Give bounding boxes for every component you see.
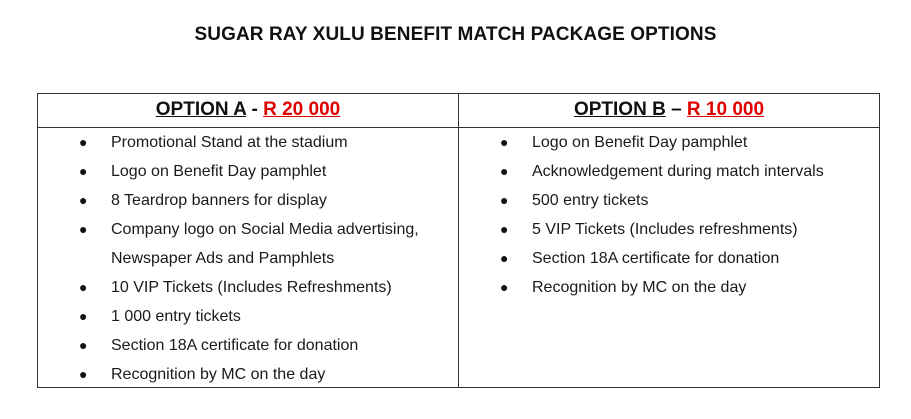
list-item: ● Promotional Stand at the stadium [38, 128, 458, 157]
list-item: ● 8 Teardrop banners for display [38, 186, 458, 215]
bullet-icon: ● [500, 279, 509, 295]
list-item: ● Section 18A certificate for donation [459, 244, 879, 273]
option-a-header [38, 94, 458, 128]
list-item: ● 10 VIP Tickets (Includes Refreshments) [38, 273, 458, 302]
bullet-icon: ● [79, 308, 88, 324]
option-b-price: R 10 000 [686, 99, 765, 120]
list-item: ● Acknowledgement during match intervals [459, 157, 879, 186]
bullet-icon: ● [79, 192, 88, 208]
list-item: ● Company logo on Social Media advertising, Newspaper Ads and Pamphlets [38, 215, 458, 273]
list-item: ● Section 18A certificate for donation [38, 331, 458, 360]
page-title: SUGAR RAY XULU BENEFIT MATCH PACKAGE OPTIONS [194, 24, 717, 45]
option-a-column [38, 94, 459, 387]
option-b-items [459, 128, 879, 302]
option-a-items [38, 128, 458, 389]
list-item: ● 500 entry tickets [459, 186, 879, 215]
bullet-icon: ● [79, 134, 88, 150]
bullet-icon: ● [500, 192, 509, 208]
option-b-name: OPTION B [573, 99, 666, 120]
list-item: ● Recognition by MC on the day [38, 360, 458, 389]
bullet-icon: ● [79, 221, 88, 237]
option-b-header [459, 94, 879, 128]
bullet-icon: ● [500, 163, 509, 179]
bullet-icon: ● [79, 337, 88, 353]
option-a-price: R 20 000 [263, 99, 341, 120]
bullet-icon: ● [79, 163, 88, 179]
option-a-separator: - [246, 99, 264, 120]
list-item: ● Recognition by MC on the day [459, 273, 879, 302]
list-item: ● Logo on Benefit Day pamphlet [459, 128, 879, 157]
option-b-separator: – [665, 99, 687, 120]
package-options-table [37, 93, 880, 388]
option-b-column [459, 94, 879, 387]
bullet-icon: ● [79, 366, 88, 382]
bullet-icon: ● [500, 221, 509, 237]
bullet-icon: ● [500, 250, 509, 266]
list-item: ● Logo on Benefit Day pamphlet [38, 157, 458, 186]
option-a-name: OPTION A [155, 99, 247, 120]
bullet-icon: ● [500, 134, 509, 150]
list-item: ● 1 000 entry tickets [38, 302, 458, 331]
bullet-icon: ● [79, 279, 88, 295]
list-item: ● 5 VIP Tickets (Includes refreshments) [459, 215, 879, 244]
